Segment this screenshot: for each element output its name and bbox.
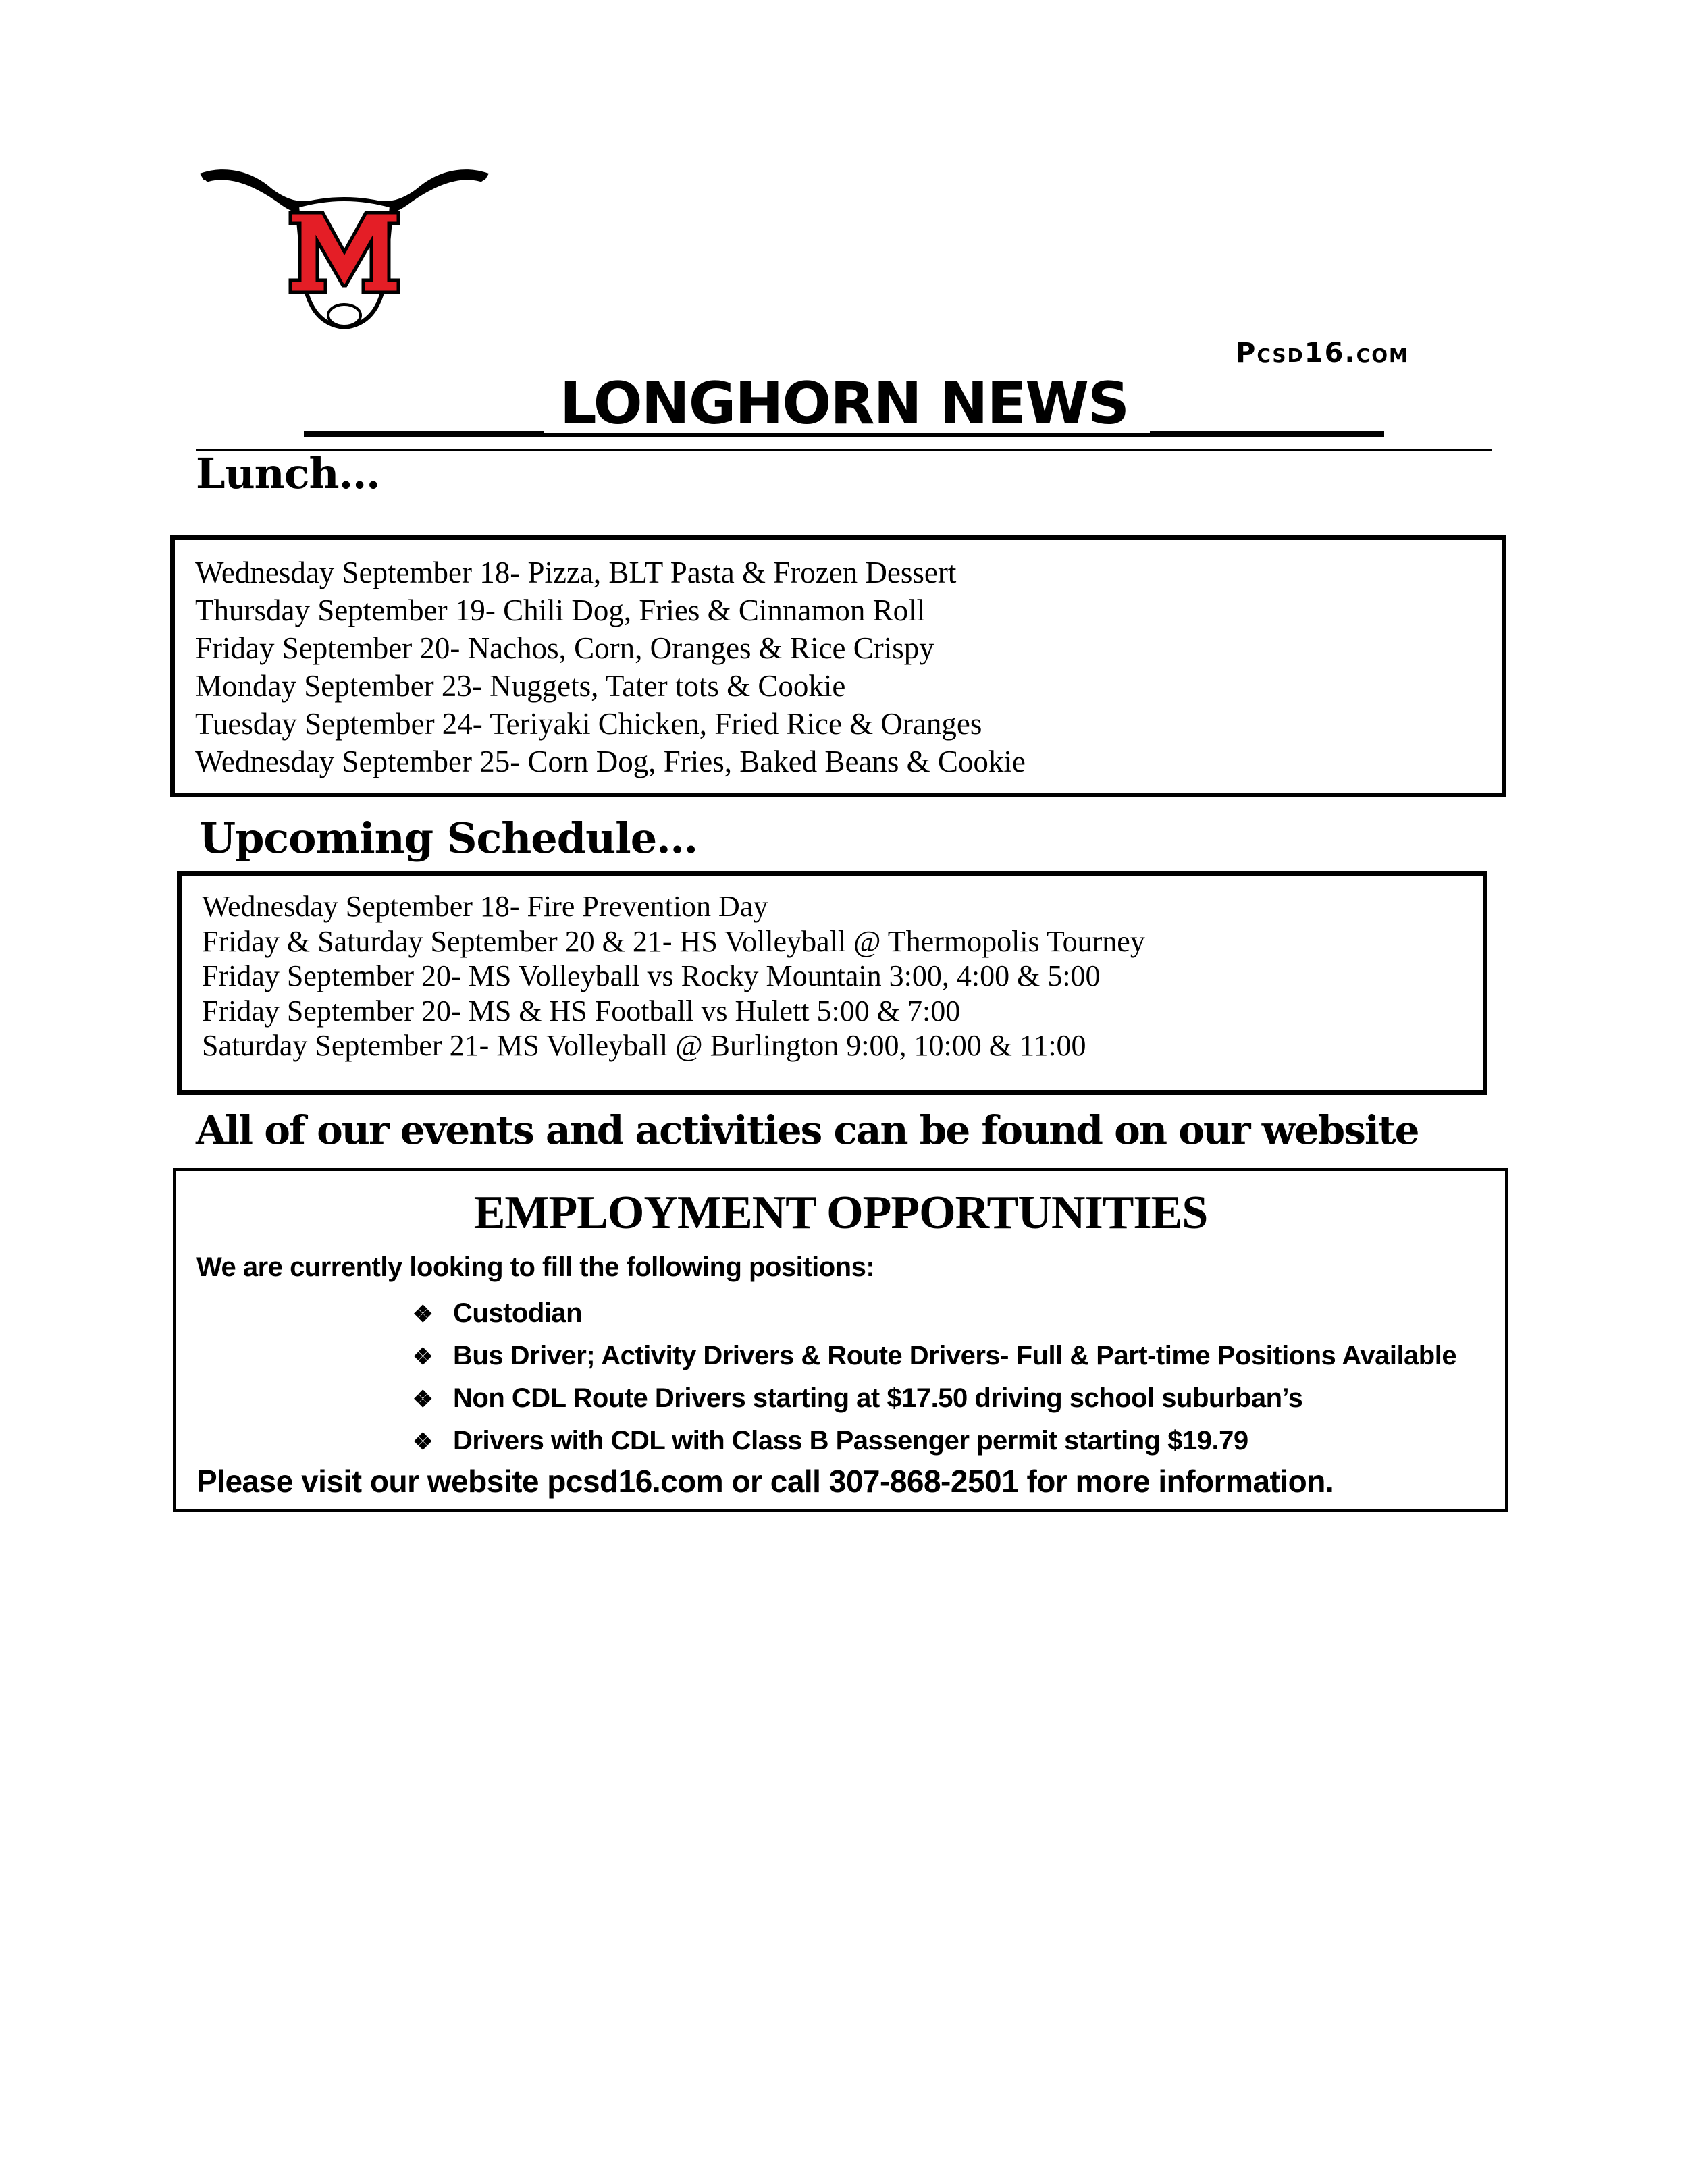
schedule-item: Friday & Saturday September 20 & 21- HS Volleyball @ Thermopolis Tourney bbox=[202, 924, 1145, 958]
schedule-box bbox=[177, 871, 1487, 1095]
employment-intro: We are currently looking to fill the following positions: bbox=[196, 1252, 875, 1282]
newsletter-title: LONGHORN NEWS bbox=[559, 370, 1129, 437]
diamond-bullet-icon: ❖ bbox=[413, 1387, 433, 1412]
positions-list bbox=[413, 1293, 1456, 1463]
lunch-item: Monday September 23- Nuggets, Tater tots & Cookie bbox=[195, 669, 846, 703]
diamond-bullet-icon: ❖ bbox=[413, 1429, 433, 1455]
list-item bbox=[413, 1293, 1456, 1335]
masthead bbox=[304, 370, 1384, 437]
schedule-item: Saturday September 21- MS Volleyball @ Burlington 9:00, 10:00 & 11:00 bbox=[202, 1029, 1086, 1062]
schedule-item: Friday September 20- MS Volleyball vs Rocky Mountain 3:00, 4:00 & 5:00 bbox=[202, 959, 1101, 992]
position-label: Bus Driver; Activity Drivers & Route Drivers- Full & Part-time Positions Available bbox=[453, 1341, 1457, 1370]
lunch-item: Thursday September 19- Chili Dog, Fries & Cinnamon Roll bbox=[195, 593, 926, 627]
lunch-item: Wednesday September 25- Corn Dog, Fries, Baked Beans & Cookie bbox=[195, 745, 1026, 778]
lunch-item: Tuesday September 24- Teriyaki Chicken, Fried Rice & Oranges bbox=[195, 707, 982, 741]
schedule-heading: Upcoming Schedule… bbox=[199, 814, 698, 863]
employment-title: EMPLOYMENT OPPORTUNITIES bbox=[473, 1187, 1208, 1239]
employment-footer: Please visit our website pcsd16.com or call 307-868-2501 for more information. bbox=[196, 1464, 1334, 1499]
employment-box bbox=[173, 1168, 1508, 1512]
list-item bbox=[413, 1420, 1456, 1463]
lunch-menu-box bbox=[170, 535, 1506, 797]
lunch-item: Friday September 20- Nachos, Corn, Oranges & Rice Crispy bbox=[195, 631, 934, 665]
position-label: Custodian bbox=[453, 1298, 583, 1328]
lunch-heading: Lunch… bbox=[196, 449, 380, 498]
events-note: All of our events and activities can be found on our website bbox=[196, 1107, 1419, 1153]
diamond-bullet-icon: ❖ bbox=[413, 1344, 433, 1370]
position-label: Non CDL Route Drivers starting at $17.50 driving school suburban’s bbox=[453, 1383, 1303, 1413]
schedule-item: Friday September 20- MS & HS Football vs Hulett 5:00 & 7:00 bbox=[202, 994, 961, 1028]
diamond-bullet-icon: ❖ bbox=[413, 1302, 433, 1327]
lunch-item: Wednesday September 18- Pizza, BLT Pasta & Frozen Dessert bbox=[195, 556, 957, 589]
list-item bbox=[413, 1335, 1456, 1378]
longhorn-logo bbox=[196, 165, 493, 334]
list-item bbox=[413, 1378, 1456, 1420]
position-label: Drivers with CDL with Class B Passenger permit starting $19.79 bbox=[453, 1426, 1248, 1456]
header-divider bbox=[196, 449, 1492, 451]
schedule-item: Wednesday September 18- Fire Prevention Day bbox=[202, 890, 768, 923]
website-link[interactable]: Pcsd16.com bbox=[1236, 338, 1409, 369]
